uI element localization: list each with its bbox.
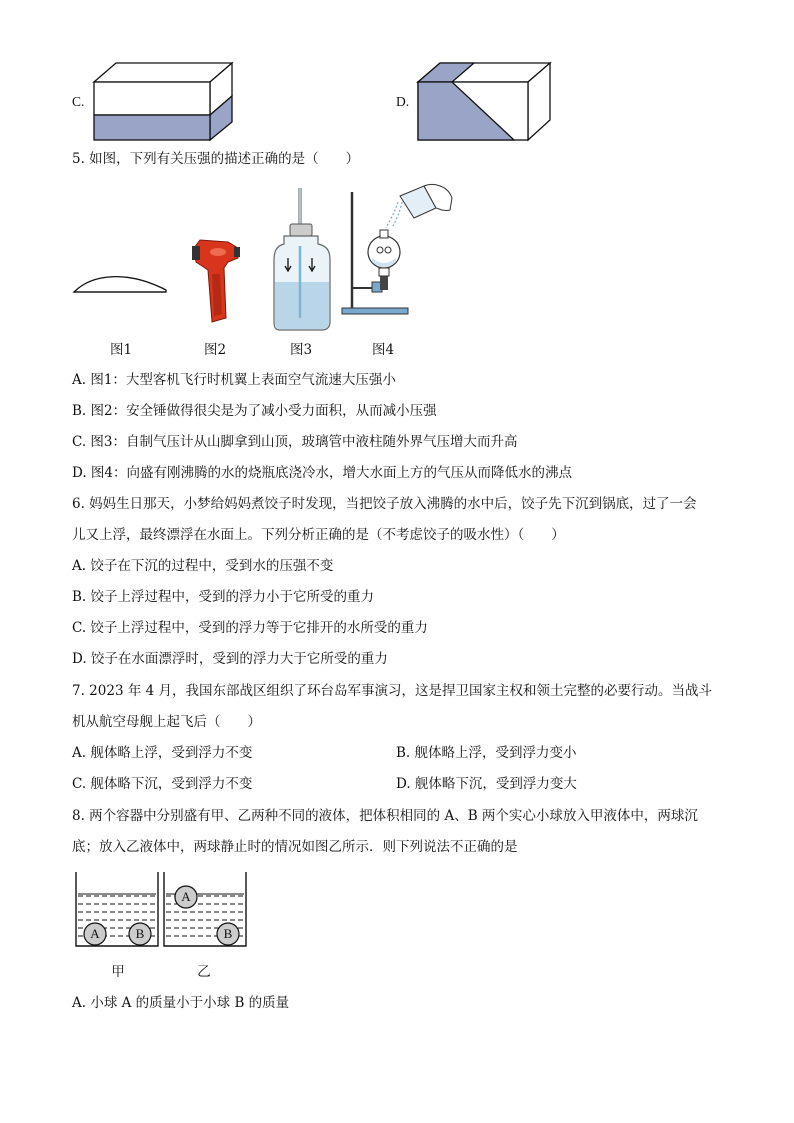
q5-caption-fig3: 图3 [289, 342, 313, 358]
option-d-box-figure [414, 60, 554, 144]
q5-fig3-barometer [272, 186, 332, 332]
q8-yi-ball-b-label: B [223, 926, 233, 941]
q7-option-c: C. 舰体略下沉，受到浮力不变 [72, 776, 253, 792]
q7-option-a: A. 舰体略上浮，受到浮力不变 [72, 745, 253, 761]
q8-jia-ball-b-label: B [135, 926, 145, 941]
q8-option-a: A. 小球 A 的质量小于小球 B 的质量 [72, 995, 290, 1011]
q5-caption-fig1: 图1 [109, 342, 133, 358]
q8-caption-yi: 乙 [197, 964, 211, 980]
q6-option-c: C. 饺子上浮过程中，受到的浮力等于它排开的水所受的重力 [72, 620, 428, 636]
q6-option-a: A. 饺子在下沉的过程中，受到水的压强不变 [72, 558, 334, 574]
q7-option-b: B. 舰体略上浮，受到浮力变小 [396, 745, 577, 761]
q5-stem: 5. 如图，下列有关压强的描述正确的是（ ） [72, 151, 360, 167]
q5-option-b: B. 图2：安全锤做得很尖是为了减小受力面积，从而减小压强 [72, 403, 437, 419]
q5-option-c: C. 图3：自制气压计从山脚拿到山顶，玻璃管中液柱随外界气压增大而升高 [72, 434, 518, 450]
q6-stem-line2: 儿又上浮，最终漂浮在水面上。下列分析正确的是（不考虑饺子的吸水性）（ ） [72, 527, 565, 543]
q5-option-a: A. 图1：大型客机飞行时机翼上表面空气流速大压强小 [72, 372, 396, 388]
q8-stem-line1: 8. 两个容器中分别盛有甲、乙两种不同的液体，把体积相同的 A、B 两个实心小球放入甲液体中，两球沉 [72, 808, 698, 824]
q7-stem-line1: 7. 2023 年 4 月，我国东部战区组织了环台岛军事演习，这是捍卫国家主权和领土完整的必要行动。当战斗 [72, 683, 712, 699]
q5-fig4-flask-stand [340, 182, 456, 318]
option-d-label: D. [396, 94, 410, 109]
q5-fig2-safety-hammer [190, 234, 242, 326]
q8-container-yi [162, 872, 248, 948]
q8-caption-jia: 甲 [111, 964, 125, 980]
option-c-box-figure [90, 60, 235, 144]
q6-option-d: D. 饺子在水面漂浮时，受到的浮力大于它所受的重力 [72, 651, 388, 667]
q6-stem-line1: 6. 妈妈生日那天，小梦给妈妈煮饺子时发现，当把饺子放入沸腾的水中后，饺子先下沉到锅底，过了一会 [72, 496, 697, 512]
q8-stem-line2: 底；放入乙液体中，两球静止时的情况如图乙所示．则下列说法不正确的是 [72, 839, 518, 855]
q5-option-d: D. 图4：向盛有刚沸腾的水的烧瓶底浇冷水，增大水面上方的气压从而降低水的沸点 [72, 465, 573, 481]
q7-option-d: D. 舰体略下沉，受到浮力变大 [396, 776, 577, 792]
q8-jia-ball-a-label: A [90, 926, 100, 941]
q7-stem-line2: 机从航空母舰上起飞后（ ） [72, 714, 261, 730]
q5-caption-fig2: 图2 [203, 342, 227, 358]
option-c-label: C. [72, 94, 85, 109]
q8-yi-ball-a-label: A [181, 889, 191, 904]
q6-option-b: B. 饺子上浮过程中，受到的浮力小于它所受的重力 [72, 589, 375, 605]
q5-fig1-airfoil [72, 268, 172, 298]
q5-caption-fig4: 图4 [371, 342, 395, 358]
q8-container-jia [74, 872, 160, 948]
